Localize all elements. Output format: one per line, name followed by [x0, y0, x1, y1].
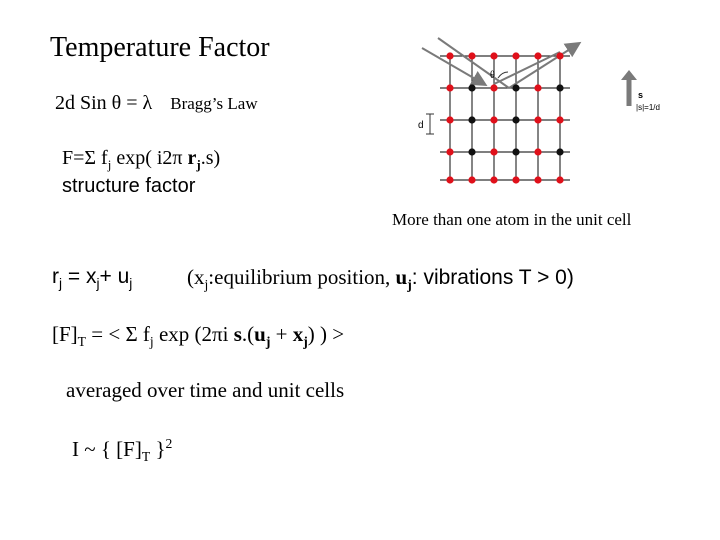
bragg-law-name: Bragg’s Law: [170, 94, 258, 113]
atom-red: [490, 116, 497, 123]
int-prefix: I ~ { [F]: [72, 437, 142, 461]
atom-black: [512, 148, 519, 155]
rj-plus: + u: [99, 265, 130, 288]
atom-red: [446, 84, 453, 91]
more-atoms-note: More than one atom in the unit cell: [392, 210, 632, 229]
sf-mid: exp( i2π: [111, 147, 188, 169]
atom-red: [534, 148, 541, 155]
atom-red: [446, 52, 453, 59]
atom-red: [490, 176, 497, 183]
atom-red: [534, 116, 541, 123]
atom-red: [446, 148, 453, 155]
atom-black: [468, 148, 475, 155]
bragg-law: [55, 92, 258, 115]
atom-black: [556, 148, 563, 155]
scattering-vector-arrowhead: [621, 70, 637, 80]
atom-red: [556, 176, 563, 183]
d-spacing-marker: [426, 114, 434, 134]
sf-r-sub: j: [196, 157, 201, 172]
temperature-structure-factor: [52, 322, 344, 350]
ft-mid: = < Σ f: [86, 322, 150, 346]
int-suffix: }: [150, 437, 166, 461]
ft-u: u: [254, 322, 266, 346]
atom-red: [556, 52, 563, 59]
atom-red: [446, 116, 453, 123]
atom-black: [512, 116, 519, 123]
note-u: u: [395, 265, 408, 289]
bragg-lattice-diagram: [410, 36, 680, 196]
ft-u-sub: j: [265, 334, 271, 350]
displacement-equation: [52, 265, 132, 291]
atom-red: [490, 84, 497, 91]
atom-black: [512, 84, 519, 91]
atom-red: [534, 176, 541, 183]
ft-fj-sub: j: [149, 334, 154, 350]
s-label: s: [638, 90, 644, 100]
page-title: Temperature Factor: [50, 32, 270, 63]
bragg-equation: 2d Sin θ = λ: [55, 92, 153, 114]
d-label: d: [418, 120, 424, 131]
int-sub: T: [141, 449, 151, 465]
atom-red: [468, 52, 475, 59]
ft-close: ) ) >: [307, 322, 345, 346]
note-text2: : vibrations T > 0): [411, 266, 574, 289]
atom-red: [468, 176, 475, 183]
sf-r: r: [187, 147, 197, 169]
sf-tail: .s): [200, 147, 221, 169]
reflected-ray-1: [509, 44, 578, 88]
ft-x-sub: j: [303, 334, 308, 350]
reflected-ray: [494, 44, 578, 88]
rj-r-sub: j: [59, 276, 63, 292]
atom-red: [446, 176, 453, 183]
sf-sub-j: j: [107, 157, 112, 172]
note-x-sub: j: [204, 277, 209, 293]
averaged-note: averaged over time and unit cells: [66, 378, 345, 402]
int-sup: 2: [165, 436, 173, 451]
atom-black: [556, 84, 563, 91]
atom-red: [534, 52, 541, 59]
note-u-sub: j: [407, 277, 412, 293]
rj-x-sub: j: [96, 276, 100, 292]
atom-red: [534, 84, 541, 91]
ft-plus: +: [270, 322, 293, 346]
displacement-note: [187, 265, 574, 293]
ft-f-sub: T: [77, 334, 87, 350]
intensity-relation: [72, 436, 172, 465]
ft-x: x: [292, 322, 304, 346]
rj-u-sub: j: [129, 276, 133, 292]
ft-dot: .(: [241, 322, 255, 346]
theta-label: θ: [490, 70, 495, 81]
note-text1: :equilibrium position,: [208, 265, 396, 289]
reflected-ray-2: [494, 52, 560, 84]
incident-ray-2: [422, 48, 484, 84]
atom-red: [490, 52, 497, 59]
note-open: (x: [187, 265, 205, 289]
atom-black: [468, 116, 475, 123]
lattice-grid-lines: [440, 56, 570, 180]
ft-s: s: [233, 322, 242, 346]
sf-prefix: F=Σ f: [62, 147, 108, 169]
structure-factor-label: structure factor: [62, 175, 196, 197]
structure-factor-formula: [62, 147, 220, 173]
ft-exp: exp (2πi: [153, 322, 234, 346]
s-magnitude-label: |s|=1/d: [636, 103, 660, 112]
incident-ray: [422, 38, 509, 88]
atom-red: [512, 52, 519, 59]
rj-eq: = x: [62, 265, 97, 288]
rj-r: r: [52, 265, 59, 288]
atom-red: [512, 176, 519, 183]
ft-f: [F]: [52, 322, 78, 346]
atom-red: [490, 148, 497, 155]
atom-red: [556, 116, 563, 123]
atom-black: [468, 84, 475, 91]
